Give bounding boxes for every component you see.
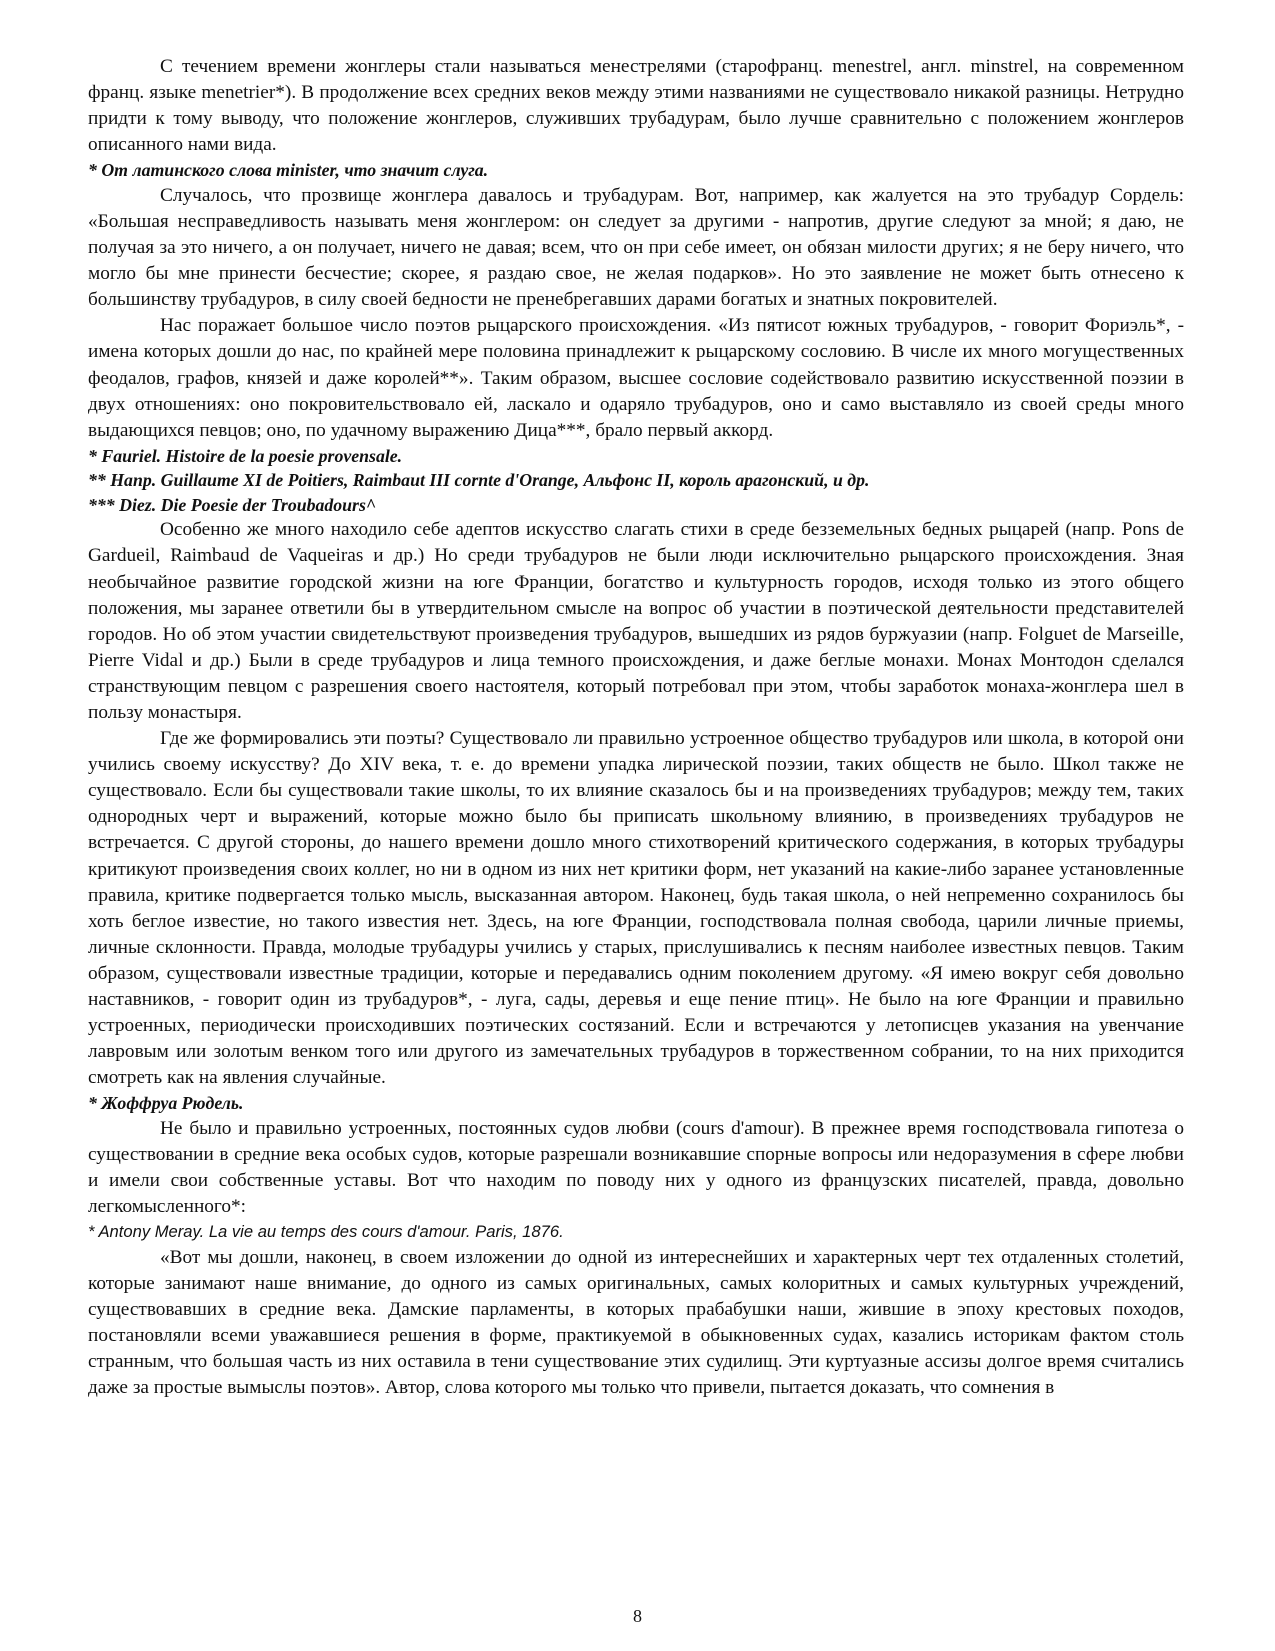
- paragraph: Особенно же много находило себе адептов искусство слагать стихи в среде безземельных бедных рыцарей (напр. Pons de Gardueil, Raimbaud de Vaqueiras и др.) Но среди трубадуров не были люди исключительно рыцарского происхождения. Зная необычайное развитие городской жизни на юге Франции, богатство и культурность городов, исходя только из этого общего положения, мы заранее ответили бы в утвердительном смысле на вопрос об участии в поэтической деятельности представителей городов. Но об этом участии свидетельствуют произведения трубадуров, вышедших из рядов буржуазии (напр. Folguet de Marseille, Pierre Vidal и др.) Были в среде трубадуров и лица темного происхождения, и даже беглые монахи. Монах Монтодон сделался странствующим певцом с разрешения своего настоятеля, который потребовал при этом, чтобы заработок монаха-жонглера шел в пользу монастыря.: [88, 519, 1184, 723]
- footnote: * Antony Meray. La vie au temps des cours d'amour. Paris, 1876.: [88, 1222, 564, 1242]
- paragraph: С течением времени жонглеры стали называться менестрелями (старофранц. menestrel, англ. minstrel, на современном франц. языке menetrier*). В продолжение всех средних веков между этими названиями не существовало никакой разницы. Нетрудно придти к тому выводу, что положение жонглеров, служивших трубадурам, было лучше сравнительно с положением жонглеров описанного нами вида.: [88, 56, 1184, 156]
- footnote: * От латинского слова minister, что значит слуга.: [88, 160, 489, 181]
- paragraph: Случалось, что прозвище жонглера давалось и трубадурам. Вот, например, как жалуется на это трубадур Сордель: «Большая несправедливость называть меня жонглером: он следует за другими - напротив, другие следуют за мной; я даю, не получая за это ничего, а он получает, ничего не давая; всем, что он при себе имеет, он обязан милости других; я не беру ничего, что могло бы мне принести бесчестие; скорее, я раздаю свое, не желая подарков». Но это заявление не может быть отнесено к большинству трубадуров, в силу своей бедности не пренебрегавших дарами богатых и знатных покровителей.: [88, 184, 1184, 311]
- page-number: 8: [633, 1606, 642, 1626]
- page-content: [88, 54, 1184, 1401]
- paragraph: Нас поражает большое число поэтов рыцарского происхождения. «Из пятисот южных трубадуров, - говорит Фориэль*, - имена которых дошли до нас, по крайней мере половина принадлежит к рыцарскому сословию. В числе их много могущественных феодалов, графов, князей и даже королей**». Таким образом, высшее сословие содействовало развитию искусственной поэзии в двух отношениях: оно покровительствовало ей, ласкало и одаряло трубадуров, оно и само выставляло из своей среды много выдающихся певцов; оно, по удачному выражению Дица***, брало первый аккорд.: [88, 315, 1184, 441]
- paragraph: Где же формировались эти поэты? Существовало ли правильно устроенное общество трубадуров или школа, в которой они учились своему искусству? До XIV века, т. е. до времени упадка лирической поэзии, таких обществ не было. Школ также не существовало. Если бы существовали такие школы, то их влияние сказалось бы и на произведениях трубадуров; между тем, таких однородных черт и выражений, которые можно было бы приписать школьному влиянию, в произведениях трубадуров не встречается. С другой стороны, до нашего времени дошло много стихотворений критического содержания, в которых трубадуры критикуют произведения своих коллег, но ни в одном из них нет критики форм, нет указаний на какие-либо заранее установленные правила, критике подвергается только мысль, высказанная автором. Наконец, будь такая школа, о ней непременно сохранилось бы хоть беглое известие, но такого известия нет. Здесь, на юге Франции, господствовала полная свобода, царили личные приемы, личные склонности. Правда, молодые трубадуры учились у старых, прислушивались к песням наиболее известных певцов. Таким образом, существовали известные традиции, которые и передавались одним поколением другому. «Я имею вокруг себя довольно наставников, - говорит один из трубадуров*, - луга, сады, деревья и еще пение птиц». Не было на юге Франции и правильно устроенных, периодически происходивших поэтических состязаний. Если и встречаются у летописцев указания на увенчание лавровым или золотым венком того или другого из замечательных трубадуров в торжественном собрании, то на них приходится смотреть как на явления случайные.: [88, 728, 1184, 1089]
- paragraph: Не было и правильно устроенных, постоянных судов любви (cours d'amour). В прежнее время господствовала гипотеза о существовании в средние века особых судов, которые разрешали возникавшие спорные вопросы или недоразумения в сфере любви и имели свои собственные уставы. Вот что находим по поводу них у одного из французских писателей, правда, довольно легкомысленного*:: [88, 1117, 1184, 1218]
- paragraph: «Вот мы дошли, наконец, в своем изложении до одной из интереснейших и характерных черт тех отдаленных столетий, которые занимают наше внимание, до одного из самых оригинальных, самых колоритных и самых культурных учреждений, существовавших в средние века. Дамские парламенты, в которых прабабушки наши, жившие в эпоху крестовых походов, постановляли всеми уважавшиеся решения в форме, практикуемой в обыкновенных судах, казались историкам фактом столь странным, что большая часть из них оставила в тени существование этих судилищ. Эти куртуазные ассизы долгое время считались даже за простые вымыслы поэтов». Автор, слова которого мы только что привели, пытается доказать, что сомнения в: [88, 1246, 1184, 1399]
- footnote: *** Diez. Die Poesie der Troubadours^: [88, 494, 377, 515]
- footnote: ** Напр. Guillaume XI de Poitiers, Raimbaut III cornte d'Orange, Альфонс II, король арагонский, и др.: [88, 470, 870, 491]
- footnote: * Fauriel. Histoire de la poesie provensale.: [88, 445, 403, 466]
- footnote: * Жоффруа Рюдель.: [88, 1093, 244, 1114]
